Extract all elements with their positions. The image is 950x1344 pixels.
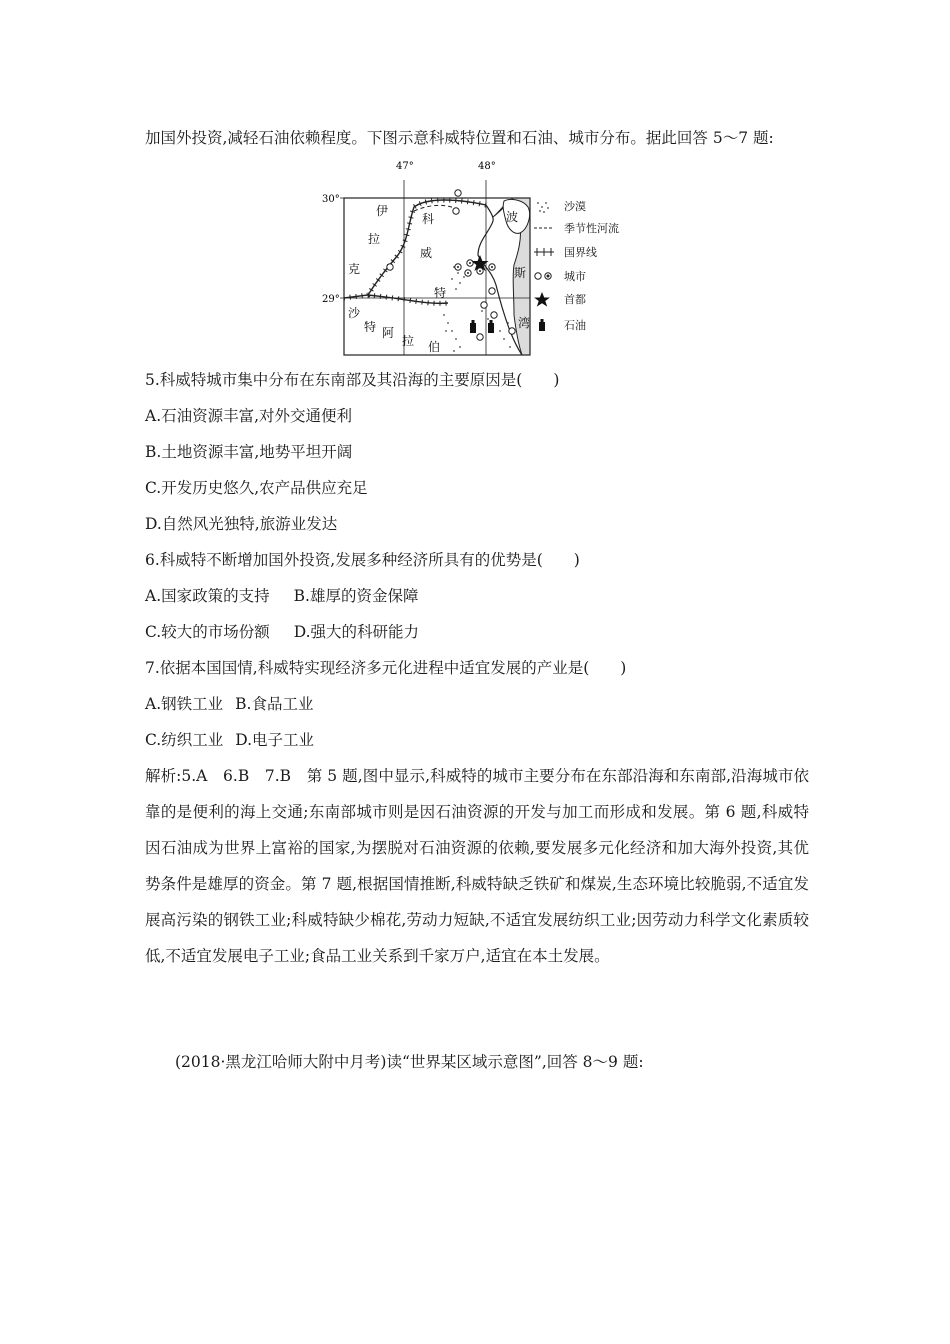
city-marker	[453, 208, 459, 214]
q7-option-c: C.纺织工业	[145, 731, 224, 749]
q7-options-row-2	[145, 730, 314, 750]
intro-text: 加国外投资,减轻石油依赖程度。下图示意科威特位置和石油、城市分布。据此回答 5～7 题:	[145, 129, 774, 147]
q7-option-b: B.食品工业	[235, 695, 314, 713]
city-marker	[387, 264, 393, 270]
legend-label: 国界线	[564, 246, 597, 259]
legend-oil-icon	[539, 319, 545, 331]
city-marker	[477, 334, 483, 340]
border-ticks	[344, 200, 486, 298]
legend-city-icon	[535, 273, 551, 279]
legend-label: 城市	[564, 270, 586, 283]
legend-label: 季节性河流	[564, 222, 619, 235]
map-label-gulf: 斯	[514, 266, 527, 280]
q6-options-row-1	[145, 586, 418, 606]
legend-label: 沙漠	[564, 200, 586, 213]
q6-option-a: A.国家政策的支持	[145, 587, 270, 605]
seasonal-river	[414, 205, 458, 211]
city-markers	[387, 190, 515, 340]
map-label-gulf: 湾	[518, 316, 531, 330]
map-label-saudi: 伯	[428, 340, 441, 354]
map-label-iraq: 伊	[376, 204, 389, 218]
map-label-iraq: 拉	[368, 232, 381, 246]
q7-stem: 7.依据本国国情,科威特实现经济多元化进程中适宜发展的产业是( )	[145, 659, 627, 677]
lon-48-label: 48°	[478, 161, 496, 172]
map-label-saudi: 拉	[402, 334, 415, 348]
map-label-kuwait: 科	[422, 212, 435, 226]
border-line	[344, 200, 486, 298]
q5-stem: 5.科威特城市集中分布在东南部及其沿海的主要原因是( )	[145, 371, 560, 389]
analysis-paragraph: 解析:5.A 6.B 7.B 第 5 题,图中显示,科威特的城市主要分布在东部沿海和东南部,沿海城市依靠的是便利的海上交通;东南部城市则是因石油资源的开发与加工而形成和发展。第 6 题,科威特因石油成为世界上富裕的国家,为摆脱对石油资源的依赖,要发展多元化经济和加大海外投资,其优势条件是雄厚的资金。第 7 题,根据国情推断,科威特缺乏铁矿和煤炭,生态环境比较脆弱,不适宜发展高污染的钢铁工业;科威特缺少棉花,劳动力短缺,不适宜发展纺织工业;因劳动力科学文化素质较低,不适宜发展电子工业;食品工业关系到千家万户,适宜在本土发展。	[145, 767, 809, 965]
map-label-kuwait: 特	[434, 286, 447, 300]
map-legend	[534, 199, 619, 332]
legend-capital-icon	[534, 292, 550, 307]
q6-option-c: C.较大的市场份额	[145, 623, 270, 641]
city-marker	[509, 328, 515, 334]
next-question-intro: (2018·黑龙江哈师大附中月考)读“世界某区域示意图”,回答 8～9 题:	[175, 1053, 644, 1071]
kuwait-location-map	[318, 155, 638, 360]
q6-stem: 6.科威特不断增加国外投资,发展多种经济所具有的优势是( )	[145, 551, 580, 569]
q7-option-a: A.钢铁工业	[145, 695, 224, 713]
map-label-saudi: 阿	[382, 326, 395, 340]
map-label-kuwait: 威	[420, 246, 433, 260]
lat-29-label: 29°	[322, 294, 340, 305]
map-label-saudi: 沙	[348, 306, 361, 320]
legend-desert-icon	[537, 202, 549, 213]
legend-border-icon	[534, 248, 554, 256]
lat-30-label: 30°	[322, 194, 340, 205]
q5-option-b: B.土地资源丰富,地势平坦开阔	[145, 443, 353, 461]
q7-options-row-1	[145, 694, 313, 714]
map-label-saudi: 特	[364, 320, 377, 334]
city-marker	[491, 312, 497, 318]
q7-option-d: D.电子工业	[235, 731, 315, 749]
lon-47-label: 47°	[396, 161, 414, 172]
city-marker	[481, 302, 487, 308]
legend-label: 石油	[564, 319, 586, 332]
map-label-gulf: 波	[506, 210, 519, 224]
city-marker	[455, 190, 461, 196]
q5-option-a: A.石油资源丰富,对外交通便利	[145, 407, 353, 425]
q5-option-d: D.自然风光独特,旅游业发达	[145, 515, 338, 533]
legend-label: 首都	[564, 293, 586, 306]
q6-options-row-2	[145, 622, 419, 642]
oil-icon	[470, 320, 476, 333]
q6-option-b: B.雄厚的资金保障	[293, 587, 419, 605]
q5-option-c: C.开发历史悠久,农产品供应充足	[145, 479, 368, 497]
map-label-iraq: 克	[348, 262, 361, 276]
city-marker	[489, 288, 495, 294]
oil-icon	[488, 320, 494, 333]
q6-option-d: D.强大的科研能力	[293, 623, 420, 641]
